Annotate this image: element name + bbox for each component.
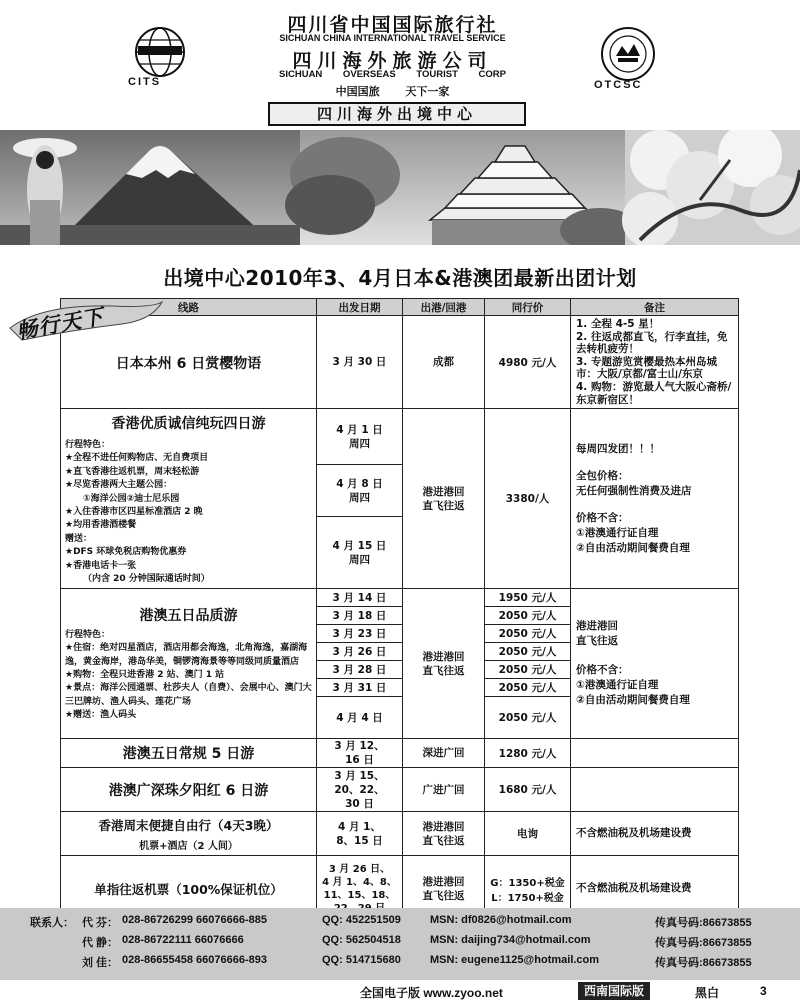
route-sunset6: 港澳广深珠夕阳红 6 日游: [61, 768, 317, 812]
price-regular5: 1280 元/人: [485, 739, 571, 768]
notes-ticket: 不含燃油税及机场建设费: [571, 856, 739, 922]
photo-strip: [0, 130, 800, 245]
header-port: 出港/回港: [403, 299, 485, 316]
footer-color: 黑白: [695, 986, 720, 1000]
slogan: 中国国旅 天下一家: [335, 85, 450, 98]
header-price: 同行价: [485, 299, 571, 316]
cherry-blossom-photo: [622, 130, 800, 245]
footer-site[interactable]: 全国电子版 www.zyoo.net: [360, 986, 503, 1000]
price-hkmo5-6: 2050 元/人: [485, 679, 571, 697]
date-hkmo5-2: 3 月 18 日: [317, 607, 403, 625]
org2-name-en: SICHUAN OVERSEAS TOURIST CORP: [279, 69, 506, 80]
price-ticket: G：1350+税金 L：1750+税金: [485, 856, 571, 922]
route-hk4: 香港优质诚信纯玩四日游 行程特色： ★全程不进任何购物店、无自费项目 ★直飞香港往返机票，周末轻松游 ★尽览香港两大主题公园： ①海洋公园②迪士尼乐园 ★入住香港市区四星标准酒店 2 晚 ★均用香港酒楼餐 赠送： ★DFS 环球免税店购物优惠券 ★香港电话卡一张 （内含 20 分钟国际通话时间）: [61, 409, 317, 589]
contact-row: 联系人： 代 芬： 028-86726299 66076666-885 QQ: 452251509 MSN: df0826@hotmail.com 传真号码:86673855: [30, 914, 752, 929]
org-name-cn: 四川省中国国际旅行社: [287, 14, 498, 36]
org-name-en: SICHUAN CHINA INTERNATIONAL TRAVEL SERVICE: [279, 33, 506, 43]
port-sunset6: 广进广回: [403, 768, 485, 812]
date-hkmo5-4: 3 月 26 日: [317, 643, 403, 661]
price-japan: 4980 元/人: [485, 316, 571, 409]
table-row: [61, 589, 739, 607]
port-hk4: 港进港回 直飞往返: [403, 409, 485, 589]
route-ticket: 单指往返机票（100%保证机位）: [61, 856, 317, 922]
port-japan: 成都: [403, 316, 485, 409]
notes-hk4: 每周四发团！！！ 全包价格： 无任何强制性消费及进店 价格不含： ①港澳通行证自理 ②自由活动期间餐费自理: [571, 409, 739, 589]
stamp-text: 畅行天下: [14, 304, 106, 344]
price-hkmo5-2: 2050 元/人: [485, 607, 571, 625]
date-hkmo5-1: 3 月 14 日: [317, 589, 403, 607]
port-ticket: 港进港回 直飞往返: [403, 856, 485, 922]
table-row: [61, 812, 739, 856]
header: [0, 0, 800, 128]
org2-name-cn: 四川海外旅游公司: [292, 50, 493, 72]
date-japan: 3 月 30 日: [317, 316, 403, 409]
price-hkmo5-4: 2050 元/人: [485, 643, 571, 661]
main-title: 出境中心2010年3、4月日本&港澳团最新出团计划: [163, 266, 637, 290]
date-hkmo5-5: 3 月 28 日: [317, 661, 403, 679]
header-date: 出发日期: [317, 299, 403, 316]
date-hk4-2: 4 月 8 日 周四: [317, 465, 403, 517]
japanese-castle-photo: [285, 130, 640, 245]
date-ticket: 3 月 26 日、 4 月 1、4、8、 11、15、18、: [317, 856, 403, 922]
notes-regular5: [571, 739, 739, 768]
header-notes: 备注: [571, 299, 739, 316]
price-sunset6: 1680 元/人: [485, 768, 571, 812]
route-regular5: 港澳五日常规 5 日游: [61, 739, 317, 768]
contact-row: 代 静： 028-86722111 66076666 QQ: 562504518 MSN: daijing734@hotmail.com 传真号码:86673855: [82, 934, 752, 949]
date-hk4-3: 4 月 15 日 周四: [317, 517, 403, 589]
date-hkmo5-3: 3 月 23 日: [317, 625, 403, 643]
date-regular5: 3 月 12、 16 日: [317, 739, 403, 768]
footer-page-number: 3: [760, 984, 767, 998]
table-row: [61, 768, 739, 812]
date-sunset6: 3 月 15、 20、22、 30 日: [317, 768, 403, 812]
mount-fuji-photo: [0, 130, 300, 245]
notes-hkmo5: 港进港回 直飞往返 价格不含： ①港澳通行证自理 ②自由活动期间餐费自理: [571, 589, 739, 739]
date-free: 4 月 1、 8、15 日: [317, 812, 403, 856]
route-hkmo5: 港澳五日品质游 行程特色： ★住宿：绝对四星酒店，酒店用都会海逸，北角海逸，嘉湖海逸，黄金海岸，港岛华美，铜锣湾海景等等同级同质量酒店 ★购物：全程只进香港 2 站、澳门 1 站 ★景点：海洋公园通票、杜莎夫人（自费）、会展中心、澳门大三巴牌坊、渔人码头、莲花广场 ★赠送：渔人码头: [61, 589, 317, 739]
center-name-banner: 四川海外出境中心: [268, 102, 526, 126]
port-hkmo5: 港进港回 直飞往返: [403, 589, 485, 739]
price-hkmo5-5: 2050 元/人: [485, 661, 571, 679]
slogan-stamp: [2, 290, 167, 350]
price-hkmo5-3: 2050 元/人: [485, 625, 571, 643]
route-japan: 日本本州 6 日赏樱物语: [61, 316, 317, 409]
header-route: 线路: [61, 299, 317, 316]
tour-plan-table: [60, 298, 739, 922]
table-row: [61, 739, 739, 768]
date-hk4-1: 4 月 1 日 周四: [317, 409, 403, 465]
price-hkmo5-1: 1950 元/人: [485, 589, 571, 607]
port-free: 港进港回 直飞往返: [403, 812, 485, 856]
contact-row: 刘 佳： 028-86655458 66076666-893 QQ: 514715680 MSN: eugene1125@hotmail.com 传真号码:86673855: [82, 954, 752, 969]
table-row: [61, 409, 739, 465]
notes-japan: 1. 全程 4-5 星！ 2. 往返成都直飞，行李直挂，免去转机疲劳！ 3. 专题游览赏樱最热本州岛城市：大阪/京都/富士山/东京 4. 购物：游览最人气大阪心斋桥/东京新宿区！: [571, 316, 739, 409]
price-hk4: 3380/人: [485, 409, 571, 589]
date-hkmo5-6: 3 月 31 日: [317, 679, 403, 697]
price-hkmo5-7: 2050 元/人: [485, 697, 571, 739]
price-free: 电询: [485, 812, 571, 856]
date-hkmo5-7: 4 月 4 日: [317, 697, 403, 739]
notes-free: 不含燃油税及机场建设费: [571, 812, 739, 856]
notes-sunset6: [571, 768, 739, 812]
route-free: 香港周末便捷自由行（4天3晚） 机票+酒店（2 人间）: [61, 812, 317, 856]
footer-edition: 西南国际版: [578, 982, 650, 1000]
contacts-panel: [0, 908, 800, 980]
otcsc-caption: OTCSC: [594, 79, 643, 91]
port-regular5: 深进广回: [403, 739, 485, 768]
cits-caption: CITS: [128, 76, 162, 88]
contacts-label: 联系人：: [30, 917, 74, 929]
page-footer: [0, 982, 800, 1000]
